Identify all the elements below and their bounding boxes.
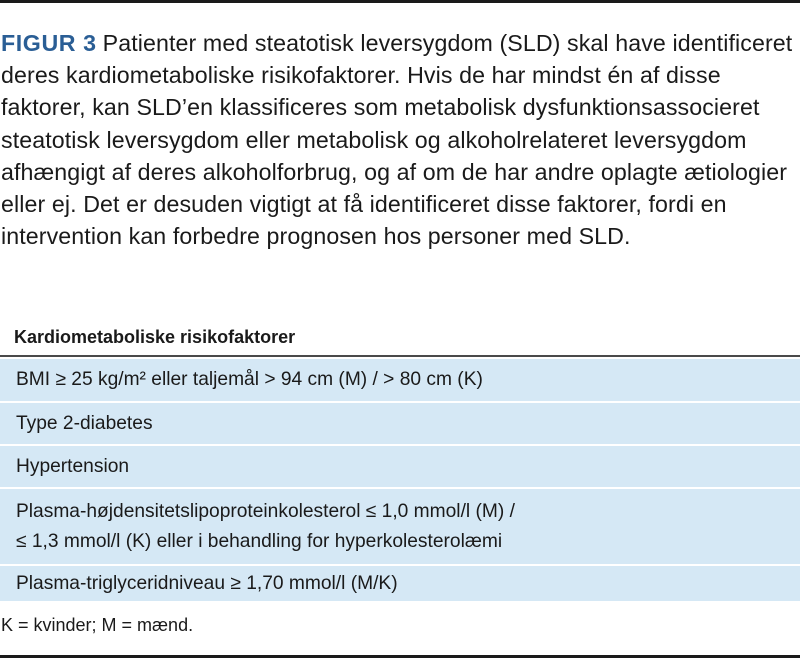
table-cell: Type 2-diabetes — [16, 412, 153, 434]
bottom-rule — [0, 655, 800, 658]
table-row — [0, 566, 800, 601]
table-cell-line-1: Plasma-højdensitetslipoproteinkolesterol ≤ 1,0 mmol/l (M) / — [16, 500, 515, 522]
table-row — [0, 403, 800, 444]
table-cell-line-2: ≤ 1,3 mmol/l (K) eller i behandling for hyperkolesterolæmi — [16, 530, 503, 552]
table-cell: BMI ≥ 25 kg/m² eller taljemål > 94 cm (M) / > 80 cm (K) — [16, 369, 483, 390]
table-row — [0, 489, 800, 564]
top-rule — [0, 0, 800, 3]
figure-label: FIGUR 3 — [1, 30, 97, 56]
figure-caption — [1, 27, 799, 252]
figure-caption-text: Patienter med steatotisk leversygdom (SLD) skal have identificeret deres kardiometaboliske risikofaktorer. Hvis de har mindst én af disse faktorer, kan SLD’en klassificeres som metabolisk dysfunktionsassocieret steatotisk leversygdom eller metabolisk og alkoholrelateret leversygdom afhængigt af deres alkoholforbrug, og af om de har andre oplagte ætiologier eller ej. Det er desuden vigtigt at få identificeret disse faktorer, fordi en intervention kan forbedre prognosen hos personer med SLD. — [1, 30, 793, 250]
table-header: Kardiometaboliske risikofaktorer — [14, 327, 296, 347]
table-row — [0, 446, 800, 487]
table-header-rule — [0, 355, 800, 357]
table-cell: Plasma-triglyceridniveau ≥ 1,70 mmol/l (M/K) — [16, 572, 398, 594]
table-row — [0, 359, 800, 401]
table-footnote: K = kvinder; M = mænd. — [1, 615, 194, 635]
table-cell: Hypertension — [16, 455, 130, 477]
